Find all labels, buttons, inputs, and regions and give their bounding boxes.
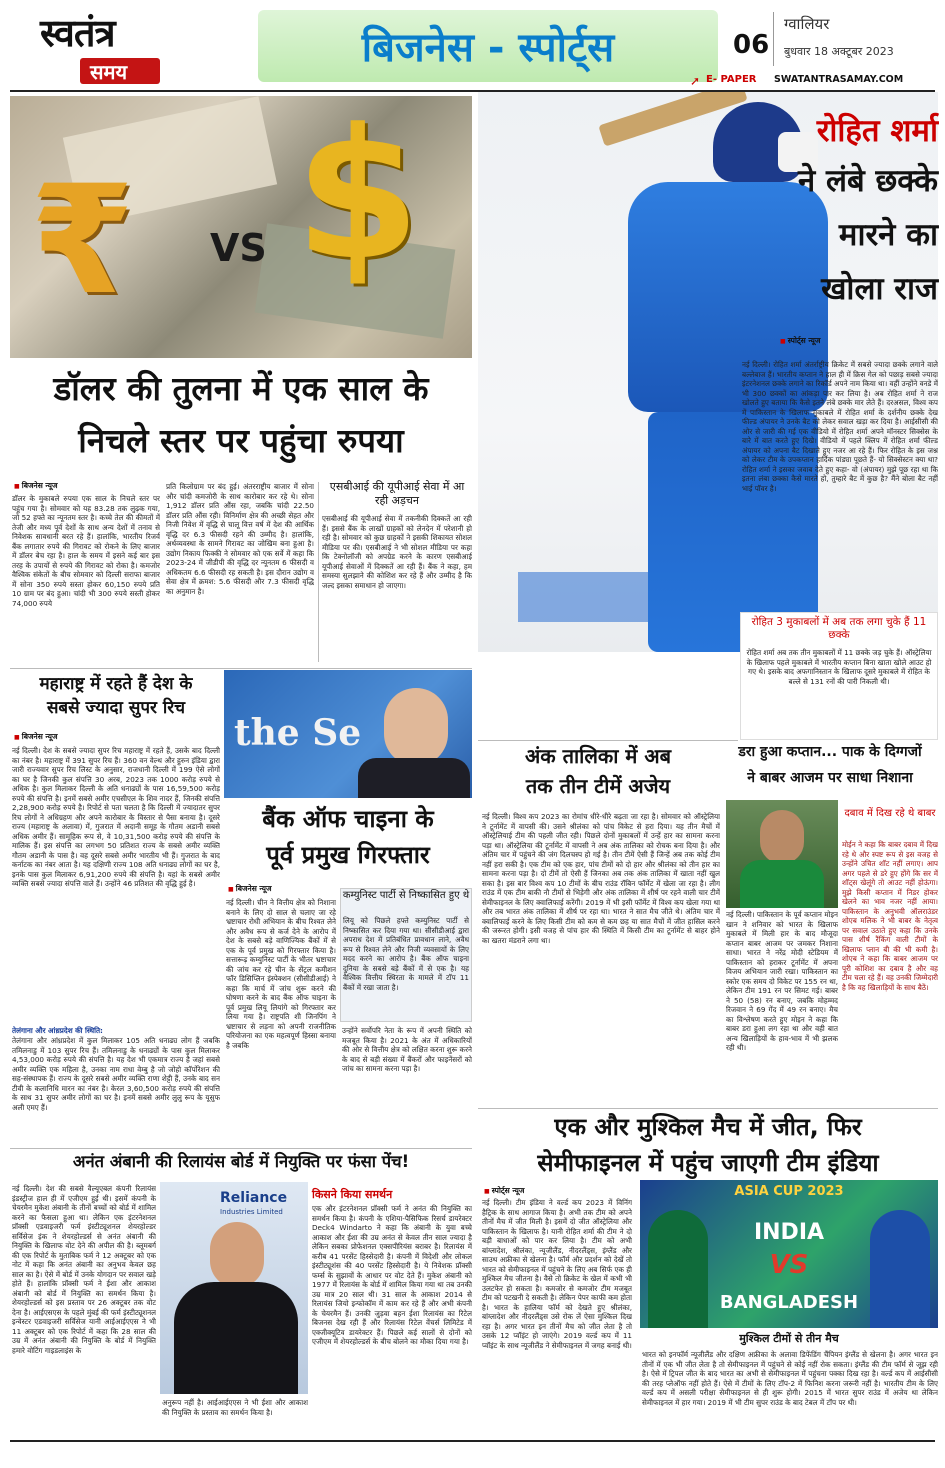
backdrop-text: the Se [234,712,362,754]
epaper-label: E- PAPER [706,74,757,85]
reliance-logo-subtext: Industries Limited [220,1208,283,1216]
column-rule [318,482,319,662]
page-number: 06 [733,30,770,60]
rupee-section-tag: ■ बिजनेस न्यूज [14,481,58,491]
rupee-headline-line2: निचले स्तर पर पहुंचा रुपया [78,421,404,460]
rohit-article: नई दिल्ली। रोहित शर्मा अंतर्राष्ट्रीय क्रिकेट में सबसे ज्यादा छक्के लगाने वाले बल्लेबाज हैं। भारतीय कप्तान ने हाल ही में क्रिस गेल को पछाड़ सबसे ज्यादा इंटरनेशनल छक्के लगाने का रिकॉर्ड अपने नाम किया था। वहीं उन्होंने वनडे में भी 300 छक्कों का आंकड़ा पार कर लिया है। अब रोहित शर्मा ने राज खोलते हुए बताया कि कैसे इतने लंबे छक्के मार लेते हैं। दरअसल, विश्व कप में पाकिस्तान के खिलाफ मुकाबले में रोहित शर्मा के दर्शनीय छक्के देख फील्ड अंपायर ने उनके बैट को लेकर सवाल खड़ा कर दिया है। आईसीसी की ओर से जारी की गई एक वीडियो में रोहित शर्मा अपने मॉनस्टर सिक्सेस के बारे में बात करते हुए दिखे। वीडियो में पहले क्लिप में रोहित शर्मा फील्ड अंपायर को अपना बैट दिखाते हुए नजर आ रहे हैं। फिर रोहित के इस जश्न को लेकर टीम के उपकप्तान हार्दिक पांड्या पूछते हैं- यो सिक्सेस्टन क्या था? रोहित शर्मा ने इसका जवाब देते हुए कहा- वो (अंपायर) मुझे पूछ रहा था कि इतना लंबा छक्का कैसे मारते हो, तुम्हारे बैट में कुछ है? मैंने बोला बैट नहीं भाई पॉवर है। [742,360,938,493]
dollar-symbol-icon: $ [295,96,421,300]
rohit-section-tag: ■ स्पोर्ट्स न्यूज [780,336,820,346]
maharashtra-section-tag: ■ बिजनेस न्यूज [14,732,58,742]
maharashtra-subheading: तेलंगाना और आंध्रप्रदेश की स्थिति: [12,1026,103,1035]
anant-article-cont: अनुरूप नहीं है। आईआईएएस ने भी ईशा और आकाश की नियुक्ति के प्रस्ताव का समर्थन किया है। [162,1398,308,1417]
party-box-headline: कम्युनिस्ट पार्टी से निष्कासित हुए थे [342,890,470,901]
rupee-headline-line1: डॉलर की तुलना में एक साल के [53,369,429,408]
support-box-headline: किसने किया समर्थन [312,1188,393,1201]
vs-label: VS [769,1250,809,1280]
rohit-headline-line3: मारने का [838,217,938,253]
section-title: बिजनेस - स्पोर्ट्स [361,25,615,71]
player-head [760,810,804,864]
anant-headline: अनंत अंबानी की रिलायंस बोर्ड में नियुक्ति पर फंसा पेंच! [72,1152,410,1171]
support-box-text: एक और इंटरनेशनल प्रॉक्सी फर्म ने अनंत की नियुक्ति का समर्थन किया है। कंपनी के एशिया-पैसिफिक रिसर्च डायरेक्टर Deck4 Windarto ने कहा कि अंबानी के युवा बच्चे आकाश और ईशा की उम्र अनंत से केवल तीन साल ज्यादा है लेकिन सबका प्रोफेशनल एक्सपीरियंस बराबर है। रिलायंस में करीब 41 परसेंट हिस्सेदारी है। कंपनी में विदेशी और लोकल इंस्टीट्यूशंस की 40 परसेंट हिस्सेदारी है। ये निवेशक प्रॉक्सी फर्म्स के सुझावों के आधार पर वोट देते हैं। मुकेश अंबानी को 1977 में रिलायंस के बोर्ड में शामिल किया गया था तब उनकी उम्र मात्र 20 साल थी। 31 साल के आकाश 2014 से रिलायंस जियो इन्फोकॉम में काम कर रहे हैं और अभी कंपनी के चेयरमैन हैं। उनकी जुड़वा बहन ईशा रिलायंस का रिटेल बिजनस देख रही हैं और रिलायंस रिटेल वेंचर्स लिमिटेड में एक्जीक्यूटिव डायरेक्टर हैं। पिछले कई सालों से दोनों को एजीएम में शेयरहोल्डर्स के बीच बोलने का मौका दिया गया है। [312,1204,472,1346]
bank-china-headline-line1: बैंक ऑफ चाइना के [262,805,434,833]
india-label: INDIA [753,1220,825,1245]
bank-china-article: नई दिल्ली। चीन ने वित्तीय क्षेत्र को निशाना बनाने के लिए दो साल से चलाए जा रहे भ्रष्टाचार रोधी अभियान के बीच रिश्वत लेने और अवैध रूप से कर्ज देने के आरोप में देश के सबसे बड़े वाणिज्यिक बैंकों में से एक के पूर्व प्रमुख को गिरफ्तार किया है। सत्तारूढ़ कम्युनिस्ट पार्टी के भीतर भ्रष्टाचार की जांच कर रहे चीन के सेंट्रल कमीशन फॉर डिसिप्लिन इंस्पेक्शन (सीसीडीआई) ने कहा कि मार्च में जांच शुरू करने की घोषणा करने के बाद बैंक ऑफ चाइना के पूर्व प्रमुख लियू लियांगे को गिरफ्तार कर लिया गया है। राष्ट्रपति शी जिनपिंग ने भ्रष्टाचार से लड़ना को अपनी राजनीतिक परियोजना का एक महत्वपूर्ण हिस्सा बनाया है जबकि [226,898,336,1050]
babar-article: नई दिल्ली। पाकिस्तान के पूर्व कप्तान मोइन खान ने शनिवार को भारत के खिलाफ मुकाबले में मिली हार के बाद मौजूदा कप्तान बाबर आजम पर जमकर निशाना साधा। भारत ने नरेंद्र मोदी स्टेडियम में पाकिस्तान को हराकर टूर्नामेंट में अपना विजय अभियान जारी रखा। पाकिस्तान का स्कोर एक समय दो विकेट पर 155 रन था, लेकिन टीम 191 रन पर सिमट गई। बाबर ने 50 (58) रन बनाए, जबकि मोहम्मद रिजवान ने 69 गेंद में 49 रन बनाए। मैच का विश्लेषण करते हुए मोइन ने कहा कि बाबर डरा हुआ लग रहा था और वही बात अन्य खिलाड़ियों के हाव-भाव में भी झलक रही थी। [726,910,838,1052]
sbi-article: एसबीआई की यूपीआई सेवा में तकनीकी दिक्कतें आ रही हैं। इससे बैंक के लाखों ग्राहकों को लेनदेन में परेशानी हो रही है। सोमवार को कुछ ग्राहकों ने इसकी शिकायत सोशल मीडिया पर की। एसबीआई ने भी सोशल मीडिया पर कहा कि टेक्नोलॉजी को अपग्रेड करने के कारण एसबीआई यूपीआई सेवाओं में दिक्कतें आ रही हैं। बैंक ने कहा, हम समस्या सुलझाने की कोशिश कर रहे हैं और उम्मीद है कि जल्द इसका समाधान हो जाएगा। [322,514,472,590]
section-rule [478,740,738,741]
player-right-shape [870,1210,930,1328]
epaper-arrow-icon: ➚ [690,74,701,88]
maharashtra-headline-line2: सबसे ज्यादा सुपर रिच [46,698,186,718]
masthead [0,0,945,92]
bank-china-headline-line2: पूर्व प्रमुख गिरफ्तार [266,841,430,869]
rupee-article-col1: डॉलर के मुकाबले रुपया एक साल के निचले स्तर पर पहुंच गया है। सोमवार को यह 83.28 तक लुढ़क गया, जो 52 हफ्ते का न्यूनतम स्तर है। कच्चे तेल की कीमतों में तेजी और मध्य पूर्व देशों के साथ अन्य देशों में तनाव से निवेशक सावधानी बरत रहे हैं। हालांकि, भारतीय रिजर्व बैंक लगातार रुपये की गिरावट को रोकने के लिए बाजार में डॉलर बेच रहा है। हाल के समय में इसने कई बार इस तरह के उपायों से रुपये की गिरावट को रोका है। कमजोर वैश्विक संकेतों के बीच सोमवार को दिल्ली सराफा बाजार में सोना 350 रुपये सस्ता होकर 60,150 रुपये प्रति 10 ग्राम पर बंद हुआ। चांदी भी 300 रुपये सस्ती होकर 74,000 रुपये [12,494,160,608]
masthead-divider [773,12,774,66]
babar-headline-line1: डरा हुआ कप्तान... पाक के दिग्गजों [738,744,922,760]
logo-top-text: स्वतंत्र [40,10,115,55]
points-table-headline-line1: अंक तालिका में अब [524,744,672,768]
semifinal-headline-line2: सेमीफाइनल में पहुंच जाएगी टीम इंडिया [537,1149,879,1177]
maharashtra-headline-line1: महाराष्ट्र में रहते हैं देश के [39,674,193,694]
asia-cup-graphic [640,1180,938,1328]
section-rule [478,1108,938,1109]
maharashtra-article-cont: तेलंगाना और आंध्रप्रदेश में कुल मिलाकर 105 अति धनाढ्य लोग हैं जबकि तमिलनाडु में 103 सुपर रिच हैं। तमिलनाडु के धनाढ्यों के पास कुल मिलाकर 4,53,000 करोड़ रुपये की संपत्ति है। यह देश भी एकमात्र राज्य है जहां सबसे अमीर व्यक्ति एक महिला है, उनका नाम राधा वेम्बु है जो जोहो कॉर्पोरेशन की सह-संस्थापक हैं। राज्य के दूसरे सबसे अमीर व्यक्ति राणा शेट्टी हैं, उनके बाद सन टीवी के कलानिधि मारन का नंबर है। केरल 3,60,500 करोड़ रुपये की संपत्ति के साथ 31 सुपर अमीर लोगों का घर है। इनमें सबसे अमीर लुलु रूप के यूसुफ अली एमए हैं। [12,1036,220,1112]
rupee-vs-dollar-photo [10,96,472,358]
section-rule [10,668,472,669]
bank-china-section-tag: ■ बिजनेस न्यूज [228,884,272,894]
website-link[interactable]: SWATANTRASAMAY.COM [774,74,904,85]
rohit-headline-line2: ने लंबे छक्के [798,163,938,199]
city: ग्वालियर [784,15,830,33]
rohit-headline-line1: रोहित शर्मा [816,113,938,149]
newspaper-logo [12,6,202,84]
babar-box-text: मोईन ने कहा कि बाबर दबाव में दिख रहे थे और स्पष्ट रूप से इस वजह से उन्होंने उचित शॉट नहीं लगाए। आप अगर पहले से डरे हुए होंगे कि सर में शॉट्स खेलूंगे तो आउट नहीं होऊंगा। मुझे किसी कप्तान में निडर होकर खेलने का भाव नजर नहीं आया। पाकिस्तान के अनुभवी ऑलराउंडर शोएब मलिक ने भी बाबर के नेतृत्व पर सवाल उठाते हुए कहा कि उनके पास शीर्ष रैंकिंग वाली टीमों के खिलाफ प्लान बी की भी कमी है। शोएब ने कहा कि बाबर आजम पर पूरी कोशिश का दबाव है और वह टीम चला रहे हैं। वह उनकी जिम्मेदारी है कि वह खिलाड़ियों के साथ बैठें। [842,840,938,992]
person-head [384,688,448,766]
party-box-text: लियू को पिछले हफ्ते कम्युनिस्ट पार्टी से निष्कासित कर दिया गया था। सीसीडीआई द्वारा अपराध देश में प्रतिबंधित प्रावधान लाने, अवैध रूप से रिश्वत लेने और निजी व्यवसायों के लिए मदद करने का आरोप है। बैंक ऑफ चाइना दुनिया के सबसे बड़े बैंकों में से एक है। यह वैश्विक वित्तीय स्थिरता के मामले में टॉप 11 बैंकों में रखा जाता है। [343,916,469,992]
player-left-shape [648,1210,708,1328]
semifinal-photo-caption: मुश्किल टीमों से तीन मैच [739,1332,839,1345]
rupee-symbol-icon: ₹ [30,154,135,328]
rupee-article-col2: प्रति किलोग्राम पर बंद हुई। अंतरराष्ट्रीय बाजार में सोना और चांदी कमजोरी के साथ कारोबार कर रहे थे। सोना 1,912 डॉलर प्रति औंस रहा, जबकि चांदी 22.50 डॉलर प्रति औंस रही। विनिर्माण क्षेत्र की अच्छी सेहत और निजी निवेश में वृद्धि से चालू वित्त वर्ष में देश की आर्थिक वृद्धि दर 6.3 फीसदी रहने की उम्मीद है। हालांकि, अर्थव्यवस्था के सामने गिरावट का जोखिम बना हुआ है। उद्योग निकाय फिक्की ने सोमवार को एक सर्वे में कहा कि 2023-24 में जीडीपी की वृद्धि दर न्यूनतम 6 फीसदी व अधिकतम 6.6 फीसदी रह सकती है। इस दौरान उद्योग व सेवा क्षेत्र में क्रमश: 5.6 फीसदी और 7.3 फीसदी वृद्धि का अनुमान है। [166,482,314,596]
points-table-article: नई दिल्ली। विश्व कप 2023 का रोमांच धीरे-धीरे बढ़ता जा रहा है। सोमवार को ऑस्ट्रेलिया ने टूर्नामेंट में वापसी की। उसने श्रीलंका को पांच विकेट से हरा दिया। यह तीन मैचों में ऑस्ट्रेलियाई टीम की पहली जीत रही। पिछले दोनों मुकाबलों में उन्हें हार का सामना करना पड़ा था। ऑस्ट्रेलिया की टूर्नामेंट में वापसी ने अब अंक तालिका को रोचक बना दिया है। और अंतिम चार में पहुंचने की जंग दिलचस्प हो गई है। तीन टीमें ऐसी हैं जिन्हें अब तक कोई टीम नहीं हरा सकी है। एक टीम को एक हार, पांच टीमों को दो हार और श्रीलंका को तीन हार का सामना करना पड़ा है। दो टीमें तो ऐसी हैं जिनका अब तक अंक तालिका में खाता नहीं खुल सका है। इस बार विश्व कप 10 टीमों के बीच राउंड रॉबिन फॉर्मेट में खेला जा रहा है। लीग राउंड में एक टीम बाकी नौ टीमों से भिड़ेगी और अंक तालिका में शीर्ष पर रहने वाली चार टीमें सेमीफाइनल के लिए क्वालिफाई करेंगी। 2019 में भी इसी फॉर्मेट में विश्व कप खेला गया था और तब भारत अंक तालिका में शीर्ष पर रहा था। भारत ने सात मैच जीते थे। अंतिम चार में क्वालिफाई करने के लिए किसी टीम को कम से कम छह या सात मैचों में जीत हासिल करने की जरूरत होगी। इसी वजह से पांच हार की स्थिति में किसी टीम का टूर्नामेंट से बाहर होने का खतरा मंडराने लगा था। [482,812,720,945]
babar-azam-photo [726,800,838,908]
logo-bottom-text: समय [90,60,128,84]
anant-article: नई दिल्ली। देश की सबसे वैल्यूएबल कंपनी रिलायंस इंडस्ट्रीज हाल ही में एजीएम हुई थी। इसमें कंपनी के चेयरमैन मुकेश अंबानी के तीनों बच्चों को बोर्ड में शामिल करने का फैसला हुआ था। लेकिन एक इंटरनेशनल प्रॉक्सी एडवाइजरी फर्म इंस्टीट्यूशनल शेयरहोल्डर सर्विसेज इंक ने शेयरहोल्डर्स से अनंत अंबानी की नियुक्ति के खिलाफ वोट देने की अपील की है। ब्लूमबर्ग की एक रिपोर्ट के मुताबिक फर्म ने 12 अक्टूबर को एक नोट में कहा कि अनंत अंबानी का अनुभव केवल छह साल का है। ऐसे में बोर्ड में उनके योगदान पर सवाल खड़े होते हैं। हालांकि प्रॉक्सी फर्म ने ईशा और आकाश अंबानी को बोर्ड में नियुक्ति का समर्थन किया है। शेयरहोल्डर्स को इस प्रस्ताव पर 26 अक्टूबर तक वोट देना है। आईएसएस के पहले मुंबई की फर्म इंस्टीट्यूशनल इन्वेस्टर एडवाइजरी सर्विसेज यानी आईआईएएस ने भी 11 अक्टूबर को एक रिपोर्ट में कहा कि 28 साल की उम्र में अनंत अंबानी की नियुक्ति के बोर्ड में नियुक्ति हमारे वोटिंग गाइडलाइंस के [12,1184,156,1355]
semifinal-section-tag: ■ स्पोर्ट्स न्यूज [484,1186,524,1196]
person-suit [174,1282,298,1394]
person-suit [358,758,470,798]
rohit-headline-line4: खोला राज [821,271,938,307]
asia-cup-title: ASIA CUP 2023 [734,1184,844,1199]
player-jersey [740,860,824,908]
bank-china-article-cont: उन्होंने सर्वोपरि नेता के रूप में अपनी स्थिति को मजबूत किया है। 2021 के अंत में अधिकारियों की ओर से वित्तीय क्षेत्र को लक्षित करना शुरू करने के बाद से बड़ी संख्या में बैंकरों और फाइनेंसरों को जांच का सामना करना पड़ा है। [342,1026,472,1073]
bank-of-china-photo [224,670,472,798]
rohit-sixes-box-text: रोहित शर्मा अब तक तीन मुकाबलों में 11 छक्के जड़ चुके हैं। ऑस्ट्रेलिया के खिलाफ पहले मुकाबले में भारतीय कप्तान बिना खाता खोले आउट हो गए थे। इसके बाद अफगानिस्तान के खिलाफ दूसरे मुकाबले में रोहित के बल्ले से 131 रनों की पारी निकली थी। [746,648,932,686]
maharashtra-article: नई दिल्ली। देश के सबसे ज्यादा सुपर रिच महाराष्ट्र में रहते हैं, उसके बाद दिल्ली का नंबर है। महाराष्ट्र में 391 सुपर रिच हैं। 360 वन वेल्थ और हुरुन इंडिया द्वारा जारी राज्यवार सुपर रिच लिस्ट के अनुसार, राजधानी दिल्ली में 199 ऐसे लोगों का घर है जिनकी कुल संपत्ति 30 अरब, 2023 तक 1000 करोड़ रुपये से अधिक है। कुल मिलाकर दिल्ली के अति धनाढ्यों के पास 16,59,500 करोड़ रुपये की संपत्ति है। इनमें सबसे अमीर एचसीएल के शिव नादर हैं, जिनकी संपत्ति 2,28,900 करोड़ रुपये है। रिपोर्ट से पता चलता है कि दिल्ली में ज्यादातर सुपर रिच लोगों ने अधिग्रहण और अपने कारोबार के विस्तार से पैसा बनाया है। दूसरे राज्य (महाराष्ट्र के अलावा) में, गुजरात में अदानी समूह के गौतम अडानी सबसे अधिक अमीर हैं। सामूहिक रूप से, वे 10,31,500 करोड़ रुपये की संपत्ति के मालिक हैं। इस संपत्ति का लगभग 50 प्रतिशत राज्य के सबसे अमीर व्यक्ति गौतम अडानी के पास है। वह दूसरे सबसे अमीर भारतीय भी हैं। गुजरात के बाद कर्नाटक का नंबर आता है। यह दक्षिणी राज्य 108 अति धनाढ्य लोगों का घर है, इनके पास कुल मिलाकर 6,91,200 रुपये की संपत्ति है। यहां के सबसे अमीर व्यक्ति सबसे ज्यादा संपत्ति वाले हैं। उन्होंने 46 प्रतिशत की वृद्धि हुई है। [12,746,220,888]
section-rule [10,1148,472,1149]
rohit-sixes-box-headline: रोहित 3 मुकाबलों में अब तक लगा चुके हैं 11 छक्के [751,616,927,642]
babar-box-headline: दबाव में दिख रहे थे बाबर [844,808,936,819]
date: बुधवार 18 अक्टूबर 2023 [784,45,894,58]
semifinal-headline-line1: एक और मुश्किल मैच में जीत, फिर [554,1113,862,1141]
vs-text: VS [210,226,267,270]
semifinal-article: नई दिल्ली। टीम इंडिया ने वर्ल्ड कप 2023 में विनिंग हैट्रिक के साथ आगाज किया है। अभी तक टीम को अपने तीनों मैच में जीत मिली है। इसमें दो जीत ऑस्ट्रेलिया और पाकिस्तान के खिलाफ है। यानी रोहित शर्मा की टीम ने दो बड़ी बाधाओं को पार कर लिया है। टीम को अभी बांग्लादेश, श्रीलंका, न्यूजीलैंड, नीदरलैंड्स, इंग्लैंड और साउथ अफ्रीका से खेलना है। फॉर्म और प्रदर्शन को देखें तो भारत को सेमीफाइनल में पहुंचने के लिए अब सिर्फ एक ही मुश्किल मैच जीतना है। वैसे तो क्रिकेट के खेल में कभी भी उलटफेर हो सकता है। कमजोर से कमजोर टीम मजबूत टीम को पटखनी दे सकती है। लेकिन पेपर काफी कम होता है। भारत के हालिया फॉर्म को देखते हुए श्रीलंका, बांग्लादेश और नीदरलैंड्स उसे रोक लें ऐसा मुश्किल दिख रहा है। अगर भारत इन तीनों मैच को जीत लेता है तो उसके 12 प्वॉइंट हो जाएंगे। 2019 वर्ल्ड कप में 11 प्वॉइंट के साथ न्यूजीलैंड ने सेमीफाइनल में जगह बनाई थी। [482,1198,632,1350]
points-table-headline-line2: तक तीन टीमें अजेय [525,774,671,798]
reliance-logo-text: Reliance [220,1190,288,1206]
babar-headline-line2: ने बाबर आजम पर साधा निशाना [747,770,913,786]
semifinal-bottom-article: भारत को इनफॉर्म न्यूजीलैंड और दक्षिण अफ्रीका के अलावा डिफेंडिंग चैंपियन इंग्लैंड से खेलना है। अगर भारत इन तीनों में एक भी जीत लेता है तो सेमीफाइनल में पहुंचने से कोई नहीं रोक सकता। इंग्लैंड की टीम फॉर्म से जूझ रही है। ऐसे में ट्रिपल जीत के बाद भारत का अभी से सेमीफाइनल में पहुंचना पक्का दिख रहा है। वर्ल्ड कप में आईसीसी की तरह प्लेऑफ नहीं होते हैं। ऐसे में टीमों के लिए टॉप-2 में फिनिश करना जरूरी नहीं है। भारतीय टीम के लिए वर्ल्ड कप में असली परीक्षा सेमीफाइनल से ही शुरू होगी। 2015 में भारत सुपर राउंड में अजेय था लेकिन सेमीफाइनल में हार गया। 2019 में भी टीम सुपर राउंड के बाद टेबल में टॉप पर थी। [642,1350,938,1407]
bangladesh-label: BANGLADESH [719,1292,859,1313]
sbi-headline: एसबीआई की यूपीआई सेवा में आ रही अड़चन [329,480,465,507]
person-head [210,1222,264,1288]
anant-ambani-photo [160,1182,308,1394]
footer-rule [10,1440,935,1442]
